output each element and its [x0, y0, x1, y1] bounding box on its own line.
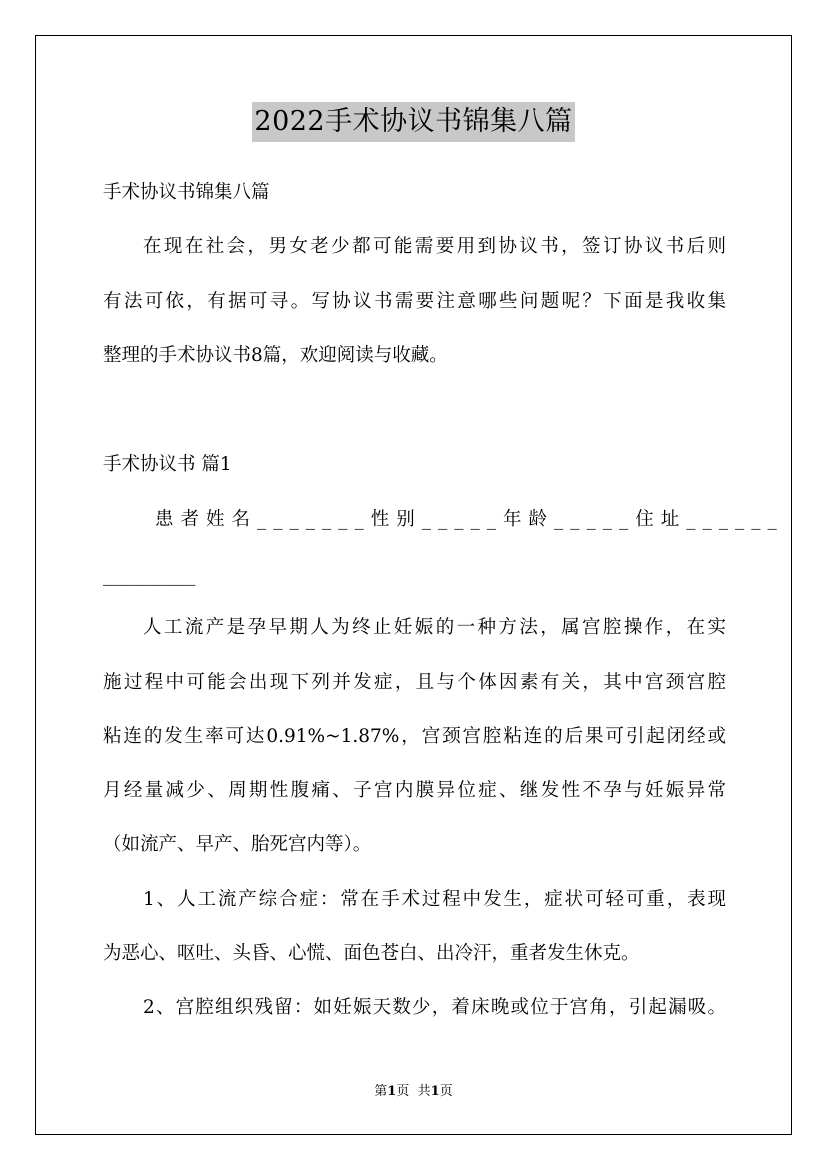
document-subtitle: 手术协议书锦集八篇	[103, 182, 270, 203]
patient-gender-field: 性别_____	[370, 509, 504, 530]
page-footer	[0, 1083, 827, 1101]
patient-age-field: 年龄_____	[503, 509, 636, 530]
document-title: 2022手术协议书锦集八篇	[252, 102, 574, 142]
para1-line-4: 月经量减少、周期性腹痛、子宫内膜异位症、继发性不孕与妊娠异常	[103, 780, 726, 801]
footer-page-suffix: 页	[396, 1084, 410, 1099]
patient-address-continuation: __________	[103, 565, 196, 586]
footer-page-number: 1	[387, 1084, 397, 1099]
intro-line-3: 整理的手术协议书8篇，欢迎阅读与收藏。	[103, 345, 448, 366]
footer-page-prefix: 第	[374, 1084, 388, 1099]
patient-address-field: 住址______	[635, 509, 784, 530]
footer-total-prefix: 共	[417, 1084, 431, 1099]
para1-line-5: （如流产、早产、胎死宫内等）。	[103, 834, 372, 855]
footer-total-number: 1	[430, 1084, 440, 1099]
para1-line-1: 人工流产是孕早期人为终止妊娠的一种方法，属宫腔操作，在实	[143, 617, 726, 638]
para1-line-2: 施过程中可能会出现下列并发症，且与个体因素有关，其中宫颈宫腔	[103, 672, 726, 693]
para1-line-3: 粘连的发生率可达0.91%~1.87%，宫颈宫腔粘连的后果可引起闭经或	[103, 726, 726, 747]
patient-info-line	[155, 506, 784, 534]
item2-line-1: 2、宫腔组织残留：如妊娠天数少，着床晚或位于宫角，引起漏吸。	[143, 997, 726, 1018]
intro-line-2: 有法可依，有据可寻。写协议书需要注意哪些问题呢？下面是我收集	[103, 291, 726, 312]
intro-line-1: 在现在社会，男女老少都可能需要用到协议书，签订协议书后则	[143, 236, 726, 257]
item1-line-1: 1、人工流产综合症：常在手术过程中发生，症状可轻可重，表现	[143, 889, 726, 910]
section-heading: 手术协议书 篇1	[103, 454, 232, 475]
patient-name-field: 患者姓名_______	[155, 509, 371, 530]
title-wrap	[0, 102, 827, 142]
footer-total-suffix: 页	[439, 1084, 453, 1099]
item1-line-2: 为恶心、呕吐、头昏、心慌、面色苍白、出冷汗，重者发生休克。	[103, 943, 640, 964]
